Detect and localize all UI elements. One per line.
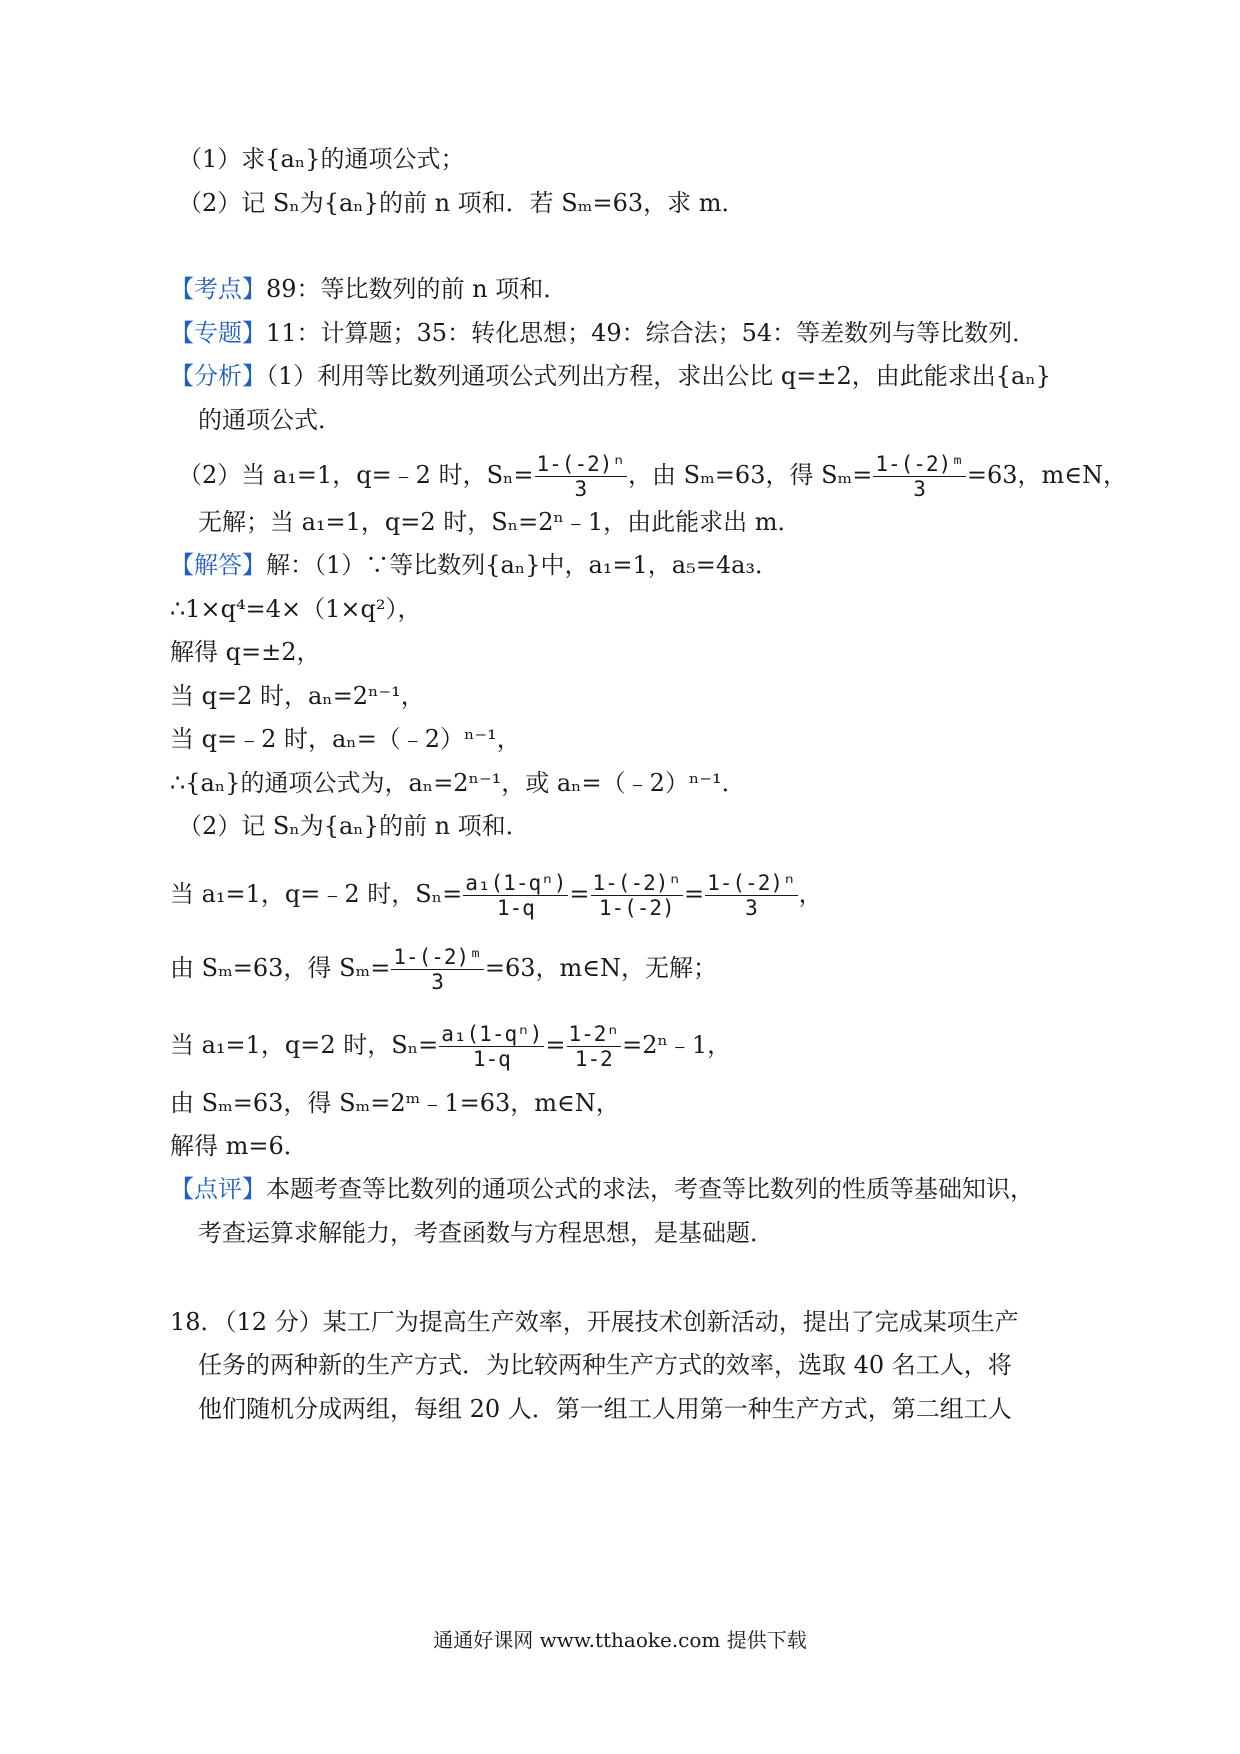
dianping-text1: 本题考查等比数列的通项公式的求法，考查等比数列的性质等基础知识， xyxy=(266,1175,1034,1203)
problem17-part1: （1）求{aₙ}的通项公式； xyxy=(178,145,465,173)
fraction-denominator: 1-(-2) xyxy=(591,895,684,920)
fraction-numerator: 1-(-2)ᵐ xyxy=(393,945,482,969)
jieda-line10-post: =2ⁿ﹣1， xyxy=(622,1031,732,1059)
jieda-line3: 解得 q=±2， xyxy=(170,638,321,666)
jieda-text1: 解：（1）∵等比数列{aₙ}中，a₁=1，a₅=4a₃． xyxy=(266,551,780,579)
jieda-line2: ∴1×q⁴=4×（1×q²）， xyxy=(170,595,422,623)
fenxi-line1 xyxy=(170,359,1051,393)
fenxi-line4: 无解；当 a₁=1，q=2 时，Sₙ=2ⁿ﹣1，由此能求出 m． xyxy=(198,508,802,536)
fraction xyxy=(705,871,798,920)
zhuanti-text: 11：计算题；35：转化思想；49：综合法；54：等差数列与等比数列． xyxy=(266,319,1037,347)
jieda-line10-pre: 当 a₁=1，q=2 时，Sₙ= xyxy=(170,1031,439,1059)
fraction xyxy=(439,1022,544,1071)
fraction-denominator: 3 xyxy=(705,895,798,920)
fenxi-line3-mid: ，由 Sₘ=63，得 Sₘ= xyxy=(628,461,873,489)
problem17-part2: （2）记 Sₙ为{aₙ}的前 n 项和．若 Sₘ=63，求 m． xyxy=(178,189,746,217)
fenxi-text1: （1）利用等比数列通项公式列出方程，求出公比 q=±2，由此能求出{aₙ} xyxy=(266,362,1051,390)
dianping-tag: 【点评】 xyxy=(170,1175,266,1203)
problem18-line2: 任务的两种新的生产方式．为比较两种生产方式的效率，选取 40 名工人，将 xyxy=(198,1351,1012,1379)
dianping-line1 xyxy=(170,1172,1034,1206)
fenxi-tag: 【分析】 xyxy=(170,362,266,390)
jieda-line9-pre: 由 Sₘ=63，得 Sₘ= xyxy=(170,954,391,982)
jieda-line4: 当 q=2 时，aₙ=2ⁿ⁻¹， xyxy=(170,682,425,710)
fraction-denominator: 1-q xyxy=(463,895,568,920)
fraction-denominator: 3 xyxy=(873,476,966,501)
jieda-line10 xyxy=(170,1022,731,1071)
jieda-line8-pre: 当 a₁=1，q=﹣2 时，Sₙ= xyxy=(170,880,463,908)
fraction xyxy=(873,452,966,501)
fenxi-line2: 的通项公式． xyxy=(198,406,342,434)
equals-sign: = xyxy=(569,880,590,908)
jieda-line9 xyxy=(170,945,717,994)
fraction-numerator: a₁(1-qⁿ) xyxy=(441,1022,543,1046)
jieda-line12: 解得 m=6． xyxy=(170,1132,308,1160)
jieda-line8-post: ， xyxy=(798,880,823,908)
fraction xyxy=(591,871,684,920)
jieda-line9-post: =63，m∈N，无解； xyxy=(484,954,718,982)
fenxi-line3 xyxy=(178,452,1127,501)
fraction xyxy=(567,1022,622,1071)
problem18-line3: 他们随机分成两组，每组 20 人．第一组工人用第一种生产方式，第二组工人 xyxy=(198,1395,1012,1423)
fraction xyxy=(463,871,568,920)
equals-sign: = xyxy=(545,1031,566,1059)
kaodian-line xyxy=(170,272,567,306)
footer-text: 通通好课网 www.tthaoke.com 提供下载 xyxy=(433,1628,807,1652)
fraction-denominator: 1-q xyxy=(439,1046,544,1071)
fenxi-line3-post: =63，m∈N， xyxy=(966,461,1128,489)
jieda-line1 xyxy=(170,548,779,582)
fraction-numerator: 1-(-2)ⁿ xyxy=(592,871,682,895)
kaodian-text: 89：等比数列的前 n 项和． xyxy=(266,275,568,303)
fraction-denominator: 3 xyxy=(535,476,628,501)
fraction xyxy=(391,945,484,994)
jieda-line5: 当 q=﹣2 时，aₙ=（﹣2）ⁿ⁻¹， xyxy=(170,725,521,753)
fraction-numerator: 1-2ⁿ xyxy=(568,1022,620,1046)
jieda-line8 xyxy=(170,871,823,920)
jieda-line7: （2）记 Sₙ为{aₙ}的前 n 项和． xyxy=(178,812,530,840)
fraction-denominator: 3 xyxy=(391,969,484,994)
dianping-line2: 考查运算求解能力，考查函数与方程思想，是基础题． xyxy=(198,1219,774,1247)
equals-sign: = xyxy=(684,880,705,908)
jieda-line6: ∴{aₙ}的通项公式为，aₙ=2ⁿ⁻¹，或 aₙ=（﹣2）ⁿ⁻¹． xyxy=(170,769,746,797)
fraction-numerator: 1-(-2)ⁿ xyxy=(536,452,626,476)
jieda-tag: 【解答】 xyxy=(170,551,266,579)
fraction-numerator: 1-(-2)ᵐ xyxy=(875,452,964,476)
kaodian-tag: 【考点】 xyxy=(170,275,266,303)
fraction-numerator: 1-(-2)ⁿ xyxy=(707,871,796,895)
fraction xyxy=(535,452,628,501)
fenxi-line3-pre: （2）当 a₁=1，q=﹣2 时，Sₙ= xyxy=(178,461,534,489)
jieda-line11: 由 Sₘ=63，得 Sₘ=2ᵐ﹣1=63，m∈N， xyxy=(170,1089,620,1117)
zhuanti-line xyxy=(170,316,1036,350)
fraction-numerator: a₁(1-qⁿ) xyxy=(465,871,567,895)
zhuanti-tag: 【专题】 xyxy=(170,319,266,347)
fraction-denominator: 1-2 xyxy=(567,1046,622,1071)
problem18-line1: 18．（12 分）某工厂为提高生产效率，开展技术创新活动，提出了完成某项生产 xyxy=(170,1308,1019,1336)
